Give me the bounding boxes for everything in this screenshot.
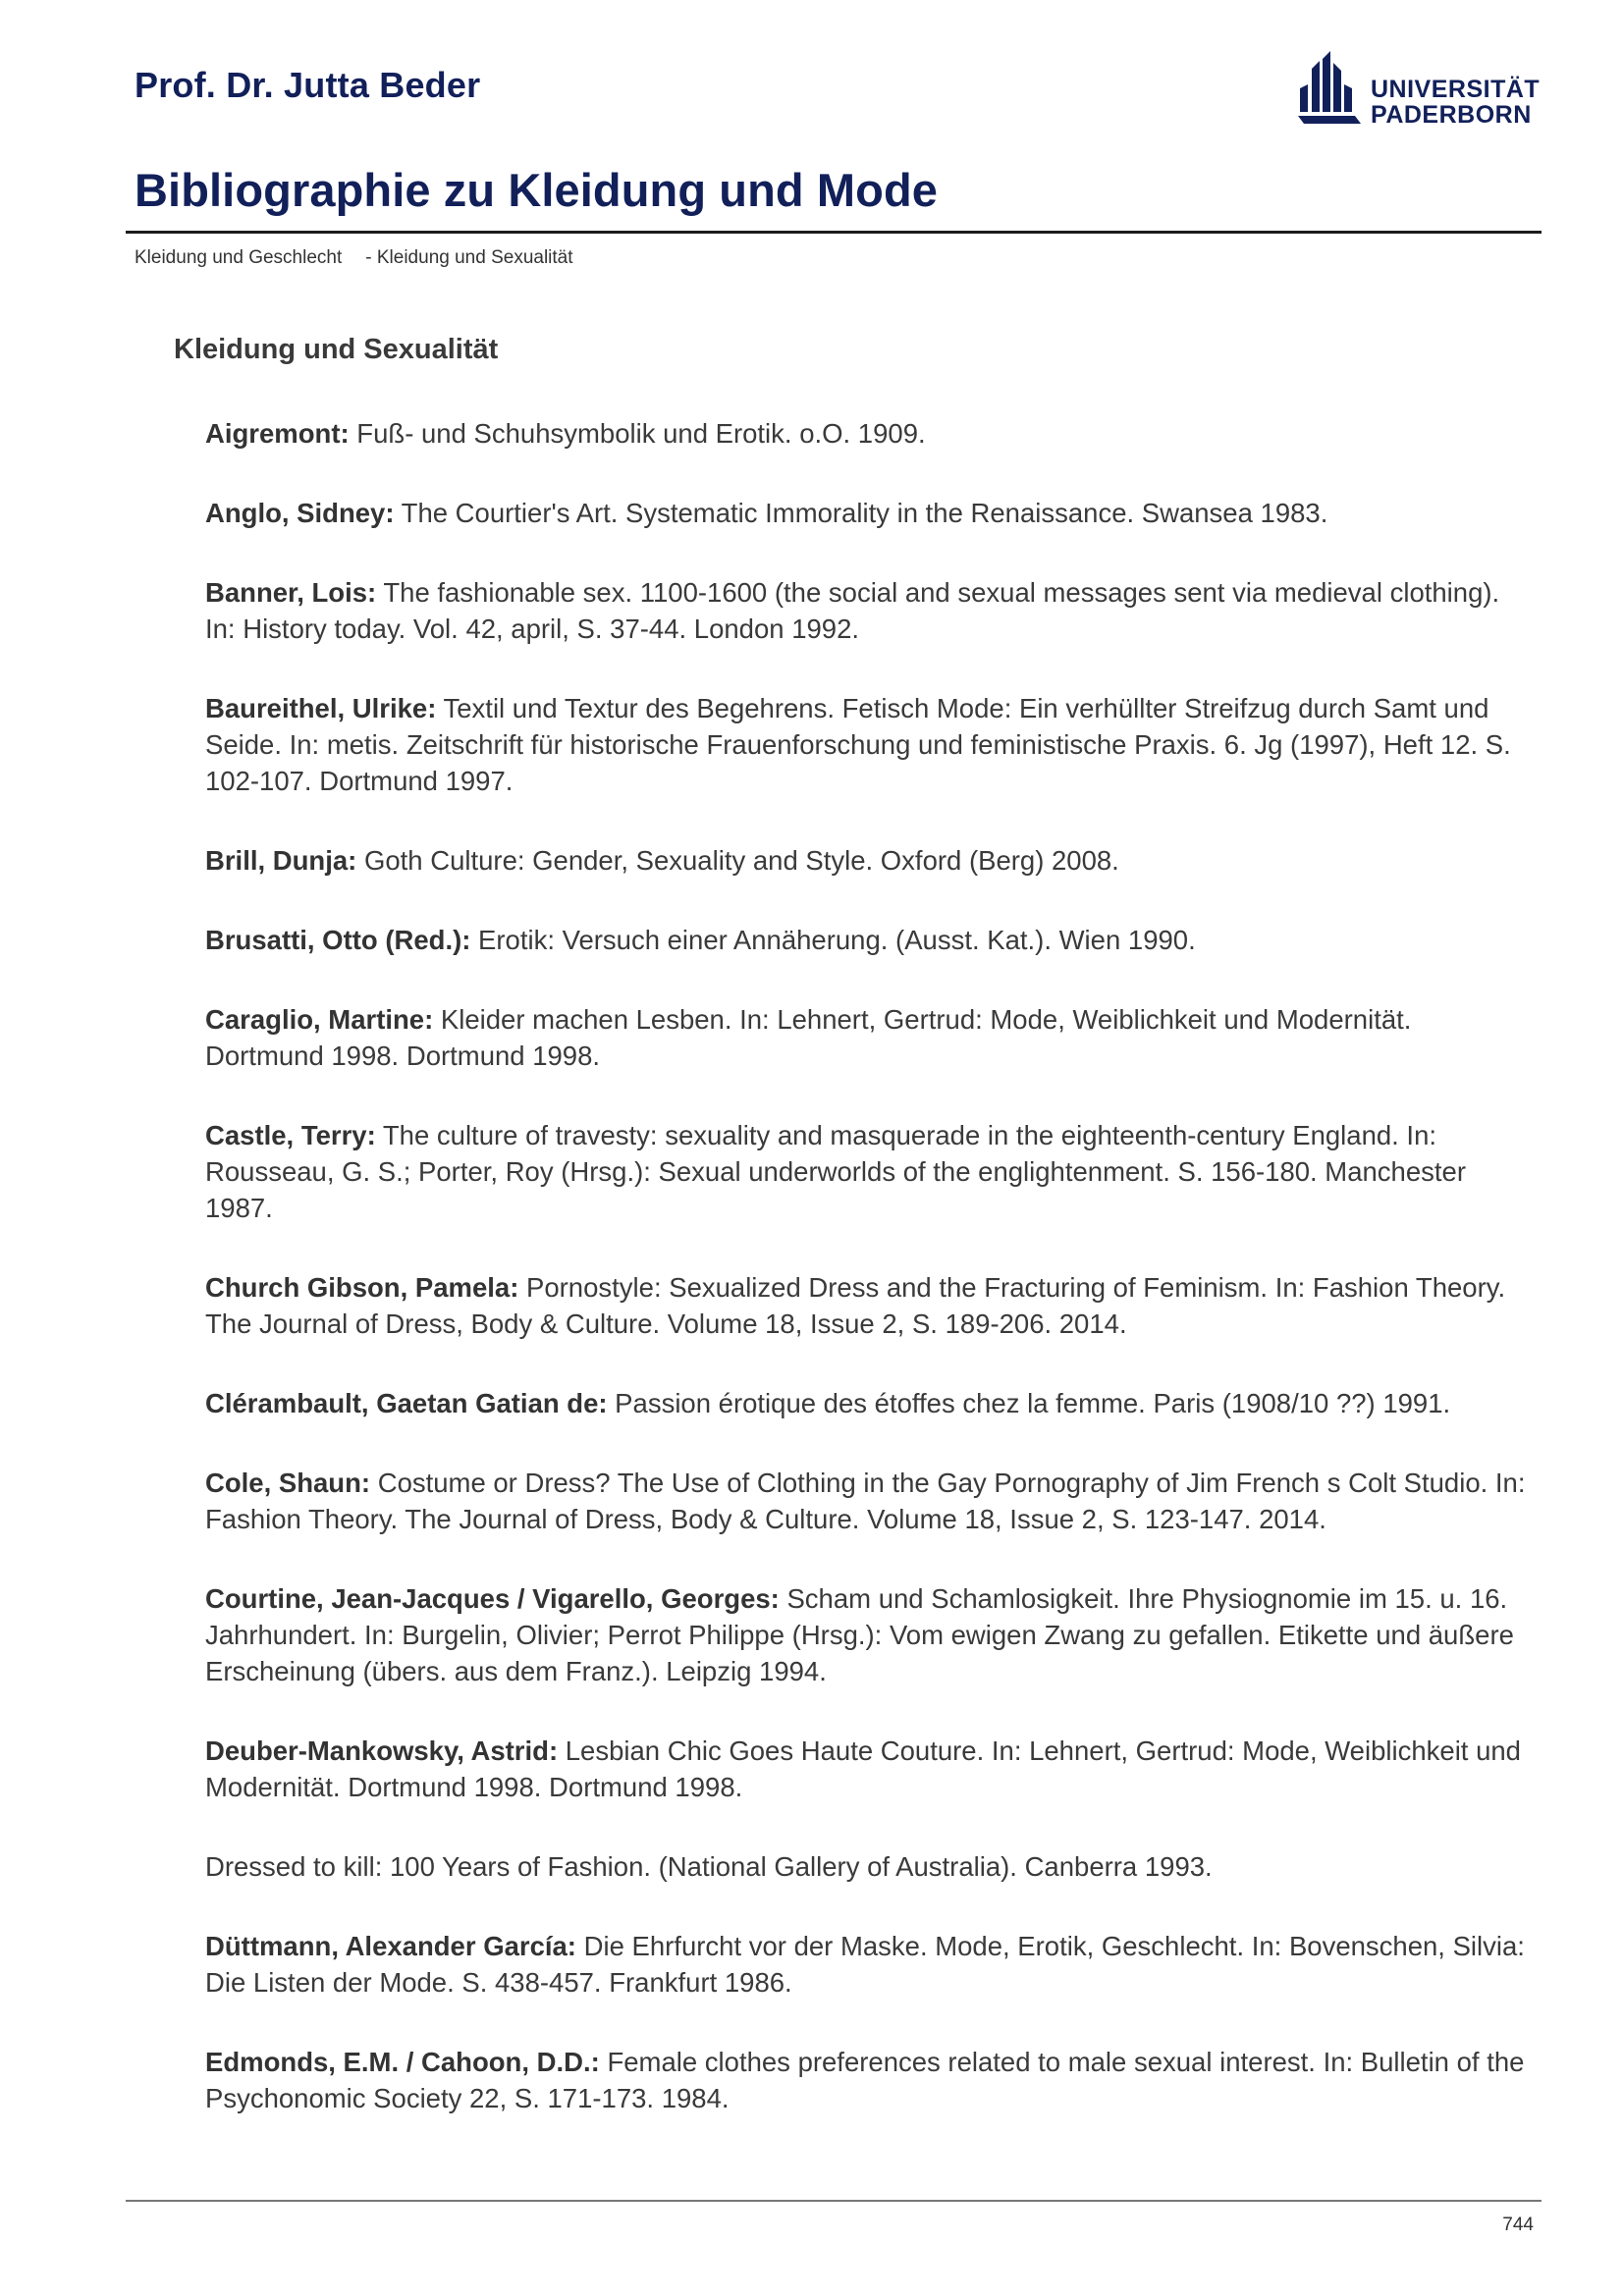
bibliography-list [205,415,1536,2160]
breadcrumb-current: - Kleidung und Sexualität [365,247,573,268]
entry-author: Cole, Shaun: [205,1468,371,1498]
bibliography-entry [205,690,1536,799]
entry-author: Deuber-Mankowsky, Astrid: [205,1735,559,1766]
entry-author: Anglo, Sidney: [205,498,395,528]
bibliography-entry [205,1269,1536,1342]
entry-author: Brusatti, Otto (Red.): [205,925,471,955]
entry-citation: Lesbian Chic Goes Haute Couture. In: Lehnert, Gertrud: Mode, Weiblichkeit und Modernität. Dortmund 1998. Dortmund 1998. [205,1735,1521,1802]
entry-citation: The fashionable sex. 1100-1600 (the social and sexual messages sent via medieval clothing). In: History today. Vol. 42, april, S. 37-44. London 1992. [205,577,1500,644]
entry-citation: The culture of travesty: sexuality and masquerade in the eighteenth-century England. In: Rousseau, G. S.; Porter, Roy (Hrsg.): Sexual underworlds of the englightenment. S. 156-180. Manchester 1987. [205,1120,1466,1223]
bibliography-entry [205,495,1536,531]
entry-citation: Passion érotique des étoffes chez la femme. Paris (1908/10 ??) 1991. [607,1388,1451,1418]
entry-citation: Fuß- und Schuhsymbolik und Erotik. o.O. 1909. [349,418,926,449]
entry-author: Banner, Lois: [205,577,377,608]
entry-citation: Die Ehrfurcht vor der Maske. Mode, Erotik, Geschlecht. In: Bovenschen, Silvia: Die Listen der Mode. S. 438-457. Frankfurt 1986. [205,1931,1525,1998]
entry-author: Clérambault, Gaetan Gatian de: [205,1388,608,1418]
author-name: Prof. Dr. Jutta Beder [135,65,481,105]
entry-citation: Female clothes preferences related to male sexual interest. In: Bulletin of the Psychonomic Society 22, S. 171-173. 1984. [205,2047,1525,2113]
bibliography-entry [205,1580,1536,1689]
bibliography-entry [205,1928,1536,2001]
bibliography-entry [205,574,1536,647]
logo-line-1: UNIVERSITÄT [1371,76,1541,103]
entry-author: Brill, Dunja: [205,845,357,876]
bibliography-entry [205,1848,1536,1885]
entry-author: Church Gibson, Pamela: [205,1272,519,1303]
bibliography-entry [205,415,1536,452]
entry-citation: Erotik: Versuch einer Annäherung. (Ausst. Kat.). Wien 1990. [470,925,1196,955]
entry-author: Aigremont: [205,418,350,449]
entry-citation: Costume or Dress? The Use of Clothing in the Gay Pornography of Jim French s Colt Studio. In: Fashion Theory. The Journal of Dress, Body & Culture. Volume 18, Issue 2, S. 123-147. 2014. [205,1468,1526,1534]
section-heading: Kleidung und Sexualität [174,334,499,365]
entry-citation: Scham und Schamlosigkeit. Ihre Physiognomie im 15. u. 16. Jahrhundert. In: Burgelin, Olivier; Perrot Philippe (Hrsg.): Vom ewigen Zwang zu gefallen. Etikette und äußere Erscheinung (übers. aus dem Franz.). Leipzig 1994. [205,1583,1514,1686]
university-building-logo-icon [1298,51,1361,130]
entry-citation: Pornostyle: Sexualized Dress and the Fracturing of Feminism. In: Fashion Theory. The Journal of Dress, Body & Culture. Volume 18, Issue 2, S. 189-206. 2014. [205,1272,1506,1339]
entry-author: Courtine, Jean-Jacques / Vigarello, Georges: [205,1583,780,1614]
bibliography-entry [205,922,1536,958]
entry-author: Baureithel, Ulrike: [205,693,437,723]
header-divider [126,231,1542,234]
entry-citation: Dressed to kill: 100 Years of Fashion. (National Gallery of Australia). Canberra 1993. [205,1851,1213,1882]
bibliography-entry [205,1465,1536,1537]
document-title: Bibliographie zu Kleidung und Mode [135,164,939,216]
entry-author: Caraglio, Martine: [205,1004,434,1035]
entry-citation: Goth Culture: Gender, Sexuality and Style. Oxford (Berg) 2008. [356,845,1119,876]
bibliography-entry [205,842,1536,879]
entry-author: Düttmann, Alexander García: [205,1931,576,1961]
bibliography-entry [205,1385,1536,1421]
breadcrumb-parent[interactable]: Kleidung und Geschlecht [135,247,343,268]
page-number: 744 [1502,2215,1534,2235]
entry-citation: Kleider machen Lesben. In: Lehnert, Gertrud: Mode, Weiblichkeit und Modernität. Dortmund 1998. Dortmund 1998. [205,1004,1412,1071]
footer-divider [126,2200,1542,2202]
university-logo[interactable] [1298,51,1541,133]
bibliography-entry [205,2044,1536,2116]
bibliography-entry [205,1001,1536,1074]
logo-line-2: PADERBORN [1371,101,1532,129]
bibliography-entry [205,1117,1536,1226]
entry-author: Castle, Terry: [205,1120,376,1150]
bibliography-entry [205,1733,1536,1805]
entry-author: Edmonds, E.M. / Cahoon, D.D.: [205,2047,600,2077]
entry-citation: The Courtier's Art. Systematic Immorality in the Renaissance. Swansea 1983. [394,498,1328,528]
entry-citation: Textil und Textur des Begehrens. Fetisch Mode: Ein verhüllter Streifzug durch Samt und Seide. In: metis. Zeitschrift für historische Frauenforschung und feministische Praxis. 6. Jg (1997), Heft 12. S. 102-107. Dortmund 1997. [205,693,1511,796]
university-logo-text [1371,77,1540,128]
breadcrumb [135,247,573,269]
